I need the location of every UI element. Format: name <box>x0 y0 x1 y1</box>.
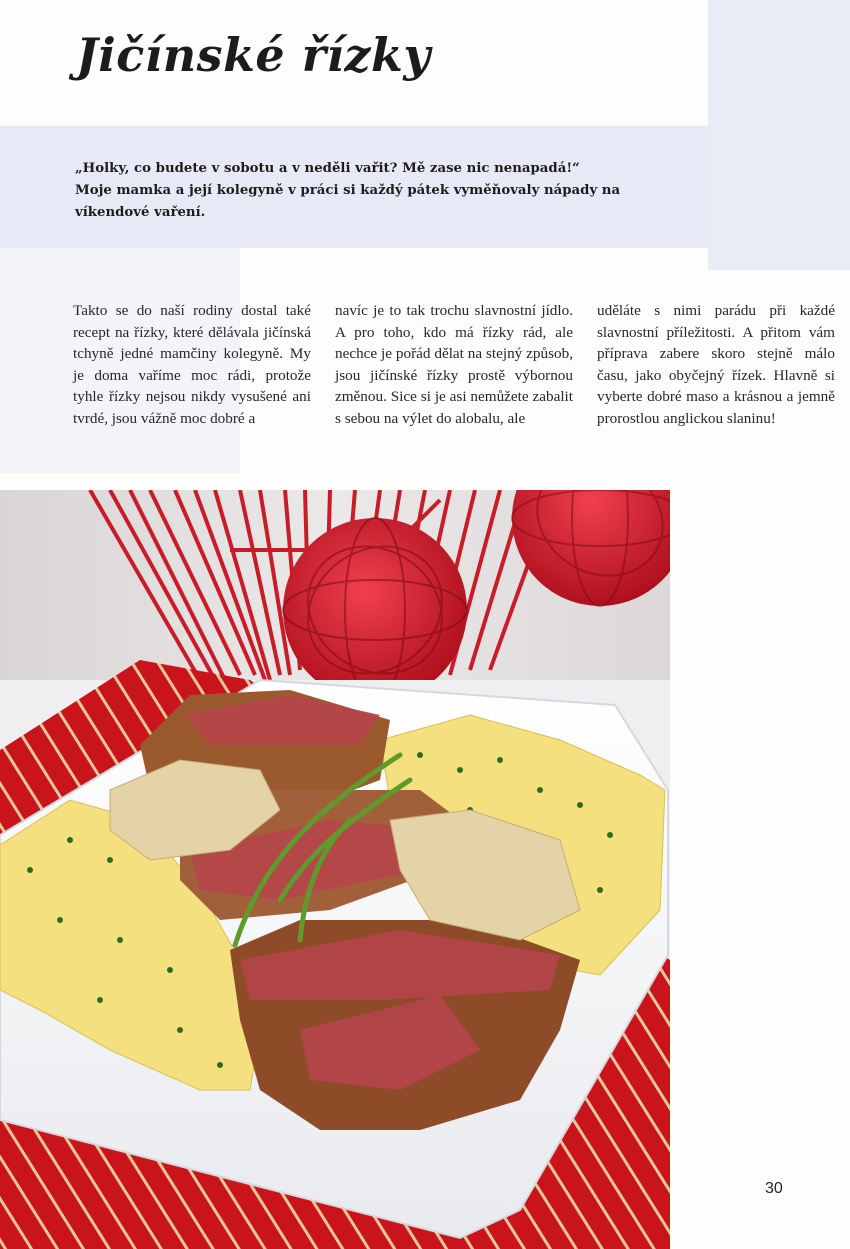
intro-sentence: Moje mamka a její kolegyně v práci si každý pátek vyměňovaly nápady na víkendové vaření. <box>75 183 621 220</box>
text-column-1: Takto se do naší rodiny dostal také recept na řízky, které dělávala jičínská tchyně jedné mamčiny kolegyně. My je doma vaříme moc rádi, protože tyhle řízky nejsou nikdy vysušené ani tvrdé, jsou vážně moc dobré a <box>73 302 311 427</box>
page-number: 30 <box>765 1180 783 1197</box>
intro-text <box>75 158 645 224</box>
background-bleed <box>708 0 850 270</box>
wicker-ball <box>283 518 467 702</box>
text-column-2: navíc je to tak trochu slavnostní jídlo. A pro toho, kdo má řízky rád, ale nechce je pořád dělat na stejný způsob, jsou jičínské řízky prostě výbornou změnou. Sice si je asi nemůžete zabalit s sebou na výlet do alobalu, ale <box>335 302 573 427</box>
text-column-3: uděláte s nimi parádu při každé slavnostní příležitosti. A přitom vám příprava zabere skoro stejně málo času, jako obyčejný řízek. Hlavně si vyberte dobré maso a krásnou a jemně prorostlou anglickou slaninu! <box>597 302 835 427</box>
page-title: Jičínské řízky <box>76 28 431 82</box>
intro-quote: „Holky, co budete v sobotu a v neděli vařit? Mě zase nic nenapadá!“ <box>75 161 580 176</box>
body-columns <box>73 300 835 430</box>
food-photo <box>0 490 670 1249</box>
